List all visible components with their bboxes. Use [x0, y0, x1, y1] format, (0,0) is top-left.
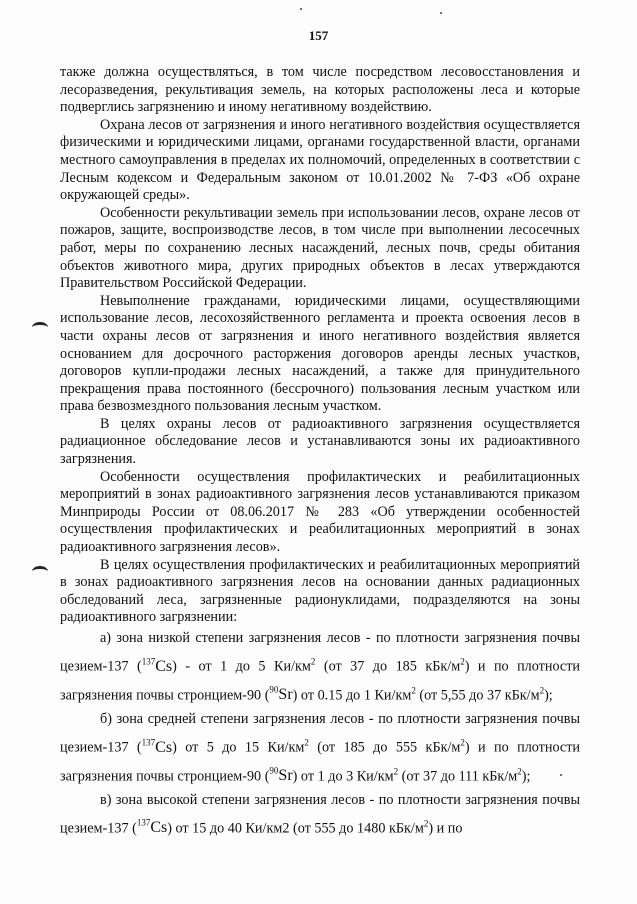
paragraph: Охрана лесов от загрязнения и иного негативного воздействия осуществляется физическими и юридическими лицами, органами государственной власти, органами местного самоуправления в пределах их полномочий, определенных в соответствии с Лесным кодексом и Федеральным законом от 10.01.2002 № 7-ФЗ «Об охране окружающей среды».: [60, 116, 580, 204]
page-number: 157: [308, 28, 329, 43]
scan-speck: [440, 12, 442, 14]
sr90-symbol: $^{90}$Sr: [269, 685, 293, 704]
paragraph: также должна осуществляться, в том числе посредством лесовосстановления и лесоразведения, рекультивация земель, на которых расположены леса и которые подверглись загрязнению и иному негативному воздействию.: [60, 64, 580, 116]
punch-hole-mark: [32, 322, 48, 333]
document-body: [60, 64, 580, 841]
sr90-symbol: $^{90}$Sr: [269, 766, 293, 785]
paragraph: В целях осуществления профилактических и реабилитационных мероприятий в зонах радиоактивного загрязнения лесов на основании данных радиационных обследований леса, загрязненные радионуклидами, подразделяются на зоны радиоактивного загрязнении:: [60, 556, 580, 626]
punch-hole-mark: [32, 566, 48, 577]
cs137-symbol: $^{137}$Cs: [141, 737, 173, 756]
zone-a-paragraph: а) зона низкой степени загрязнения лесов - по плотности загрязнения почвы цезием-137 ($^{137}$Cs) - от 1 до 5 $Ки/км^2$ (от 37 до 185 кБк/$м^2$) и по плотности загрязнения почвы стронцием-90 ($^{90}$Sr) от 0.15 до 1 $Ки/км^2$ (от 5,55 до 37 кБк/$м^2$);: [60, 630, 580, 704]
zone-c-paragraph: в) зона высокой степени загрязнения лесов - по плотности загрязнения почвы цезием-137 ($^{137}$Cs) от 15 до 40 Ки/км2 (от 555 до 1480 кБк/$м^2$) и по: [60, 791, 580, 837]
cs137-symbol: $^{137}$Cs: [141, 656, 173, 675]
scan-speck: [300, 8, 302, 10]
paragraph: Особенности рекультивации земель при использовании лесов, охране лесов от пожаров, защите, воспроизводстве лесов, в том числе при выполнении лесосечных работ, меры по сохранению лесных насаждений, лесных почв, среды обитания объектов животного мира, других природных объектов в лесах утверждаются Правительством Российской Федерации.: [60, 204, 580, 292]
paragraph: Особенности осуществления профилактических и реабилитационных мероприятий в зонах радиоактивного загрязнения лесов устанавливаются приказом Минприроды России от 08.06.2017 № 283 «Об утверждении особенностей осуществления профилактических и реабилитационных мероприятий в зонах радиоактивного загрязнения лесов».: [60, 468, 580, 556]
zone-b-paragraph: б) зона средней степени загрязнения лесов - по плотности загрязнения почвы цезием-137 ($^{137}$Cs) от 5 до 15 $Ки/км^2$ (от 185 до 555 кБк/$м^2$) и по плотности загрязнения почвы стронцием-90 ($^{90}$Sr) от 1 до 3 $Ки/км^2$ (от 37 до 111 кБк/$м^2$);: [60, 710, 581, 785]
cs137-symbol: $^{137}$Cs: [136, 818, 168, 837]
paragraph: Невыполнение гражданами, юридическими лицами, осуществляющими использование лесов, лесохозяйственного регламента и проекта освоения лесов в части охраны лесов от загрязнения и иного негативного воздействия является основанием для досрочного расторжения договоров аренды лесных участков, договоров купли-продажи лесных насаждений, а также для принудительного прекращения права постоянного (бессрочного) пользования лесным участком или права безвозмездного пользования лесным участком.: [60, 292, 580, 415]
paragraph: В целях охраны лесов от радиоактивного загрязнения осуществляется радиационное обследование лесов и устанавливаются зоны их радиоактивного загрязнения.: [60, 415, 580, 468]
